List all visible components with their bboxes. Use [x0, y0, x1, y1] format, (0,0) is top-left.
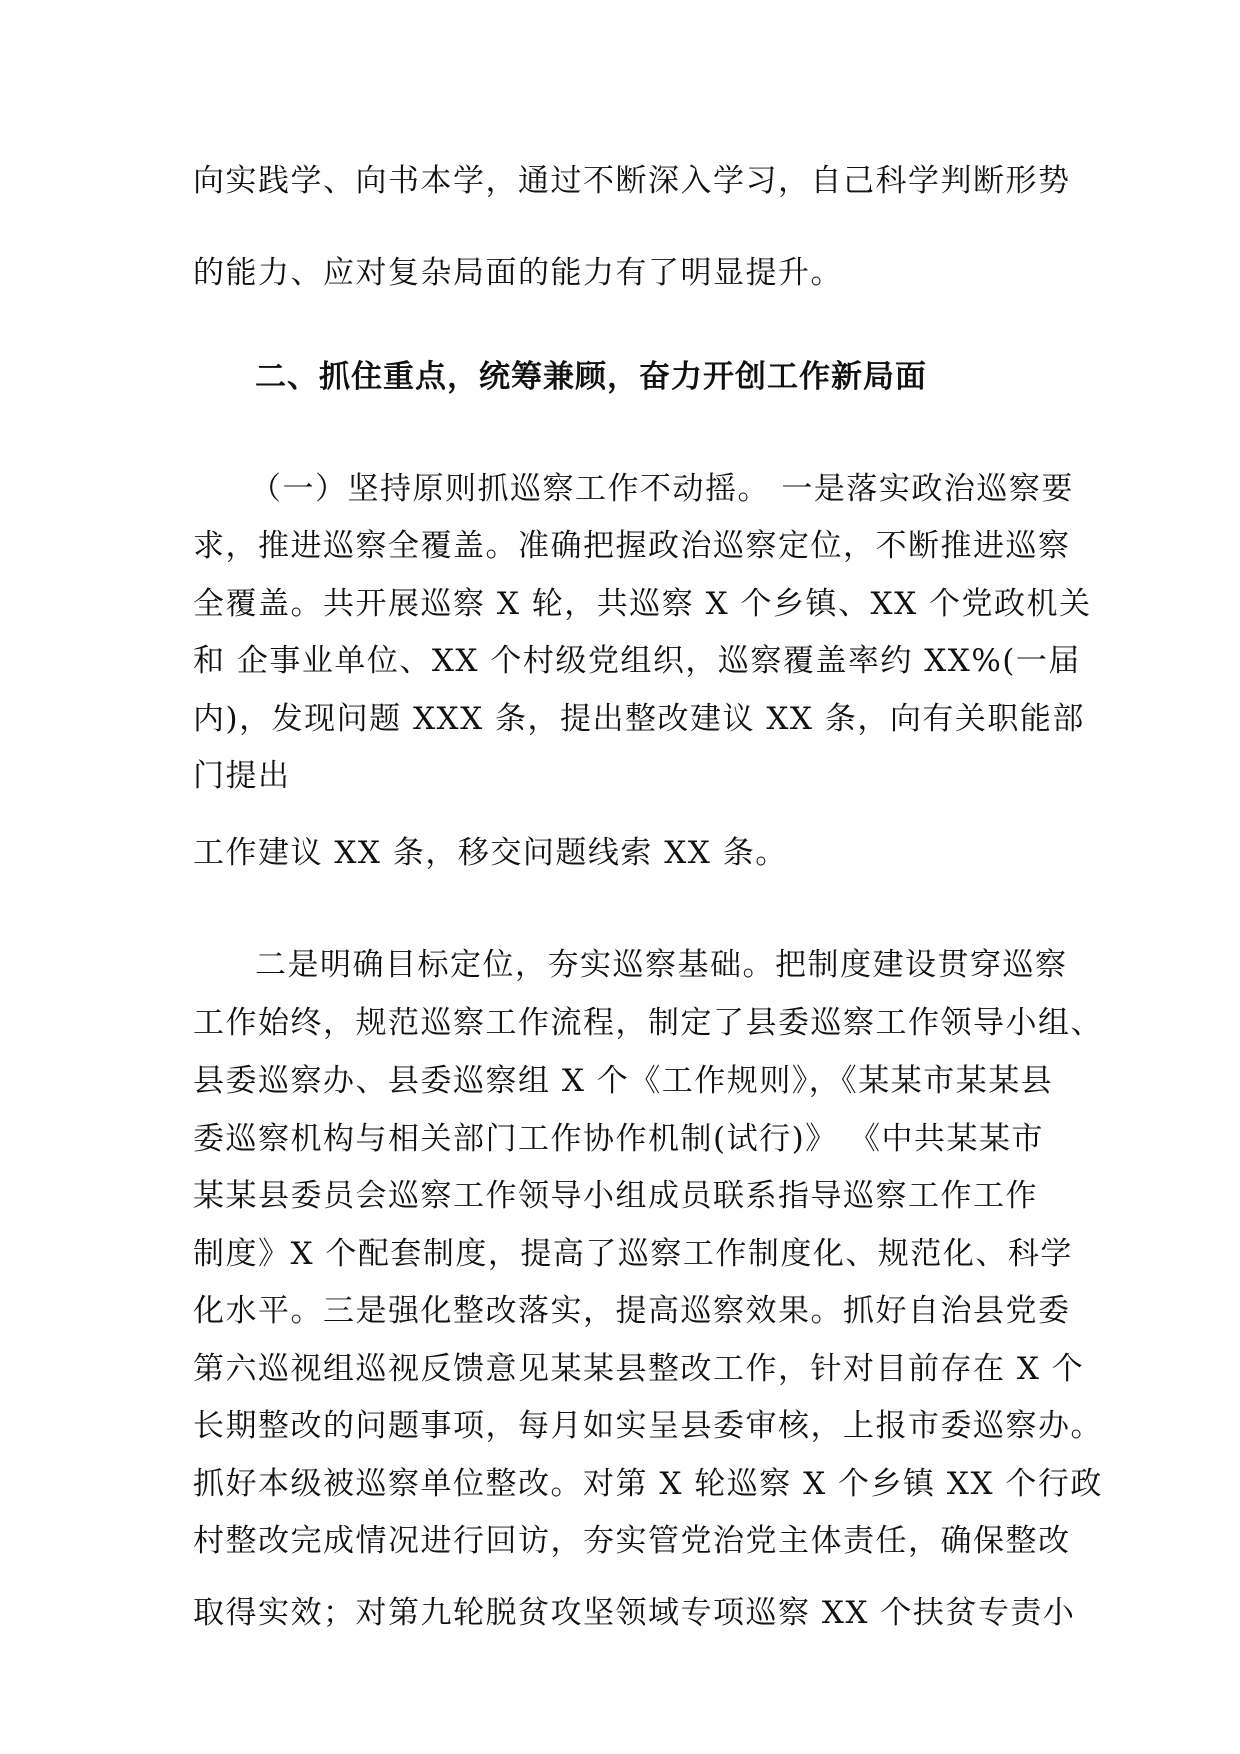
paragraph-line: 抓好本级被巡察单位整改。对第 X 轮巡察 X 个乡镇 XX 个行政	[193, 1466, 1103, 1502]
paragraph-line: 村整改完成情况进行回访，夯实管党治党主体责任，确保整改	[193, 1523, 1071, 1559]
paragraph-line: 第六巡视组巡视反馈意见某某县整改工作，针对目前存在 X 个	[193, 1351, 1085, 1387]
paragraph-line: 门提出	[193, 758, 291, 794]
paragraph-line: 全覆盖。共开展巡察 X 轮，共巡察 X 个乡镇、XX 个党政机关	[193, 586, 1092, 622]
paragraph-line: 长期整改的问题事项，每月如实呈县委审核，上报市委巡察办。	[193, 1408, 1103, 1444]
paragraph-line: 的能力、应对复杂局面的能力有了明显提升。	[193, 255, 843, 291]
paragraph-line: 委巡察机构与相关部门工作协作机制(试行)》 《中共某某市	[193, 1121, 1045, 1157]
paragraph-line: （一）坚持原则抓巡察工作不动摇。 一是落实政治巡察要	[250, 471, 1074, 507]
paragraph-line: 化水平。三是强化整改落实，提高巡察效果。抓好自治县党委	[193, 1293, 1071, 1329]
paragraph-line: 工作始终，规范巡察工作流程，制定了县委巡察工作领导小组、	[193, 1005, 1103, 1041]
paragraph-line: 县委巡察办、县委巡察组 X 个《工作规则》，《某某市某某县	[193, 1063, 1054, 1099]
paragraph-line: 求，推进巡察全覆盖。准确把握政治巡察定位，不断推进巡察	[193, 528, 1071, 564]
paragraph-line: 制度》X 个配套制度，提高了巡察工作制度化、规范化、科学	[193, 1236, 1073, 1272]
paragraph-line: 内)，发现问题 XXX 条，提出整改建议 XX 条，向有关职能部	[193, 701, 1085, 737]
paragraph-line: 工作建议 XX 条，移交问题线索 XX 条。	[193, 835, 788, 871]
section-heading: 二、抓住重点，统筹兼顾，奋力开创工作新局面	[255, 359, 927, 395]
paragraph-line: 某某县委员会巡察工作领导小组成员联系指导巡察工作工作	[193, 1178, 1038, 1214]
paragraph-line: 二是明确目标定位，夯实巡察基础。把制度建设贯穿巡察	[255, 947, 1068, 983]
paragraph-line: 和 企事业单位、XX 个村级党组织，巡察覆盖率约 XX%(一届	[193, 643, 1081, 679]
paragraph-line: 取得实效；对第九轮脱贫攻坚领域专项巡察 XX 个扶贫专责小	[193, 1595, 1076, 1631]
paragraph-line: 向实践学、向书本学，通过不断深入学习，自己科学判断形势	[193, 163, 1071, 199]
